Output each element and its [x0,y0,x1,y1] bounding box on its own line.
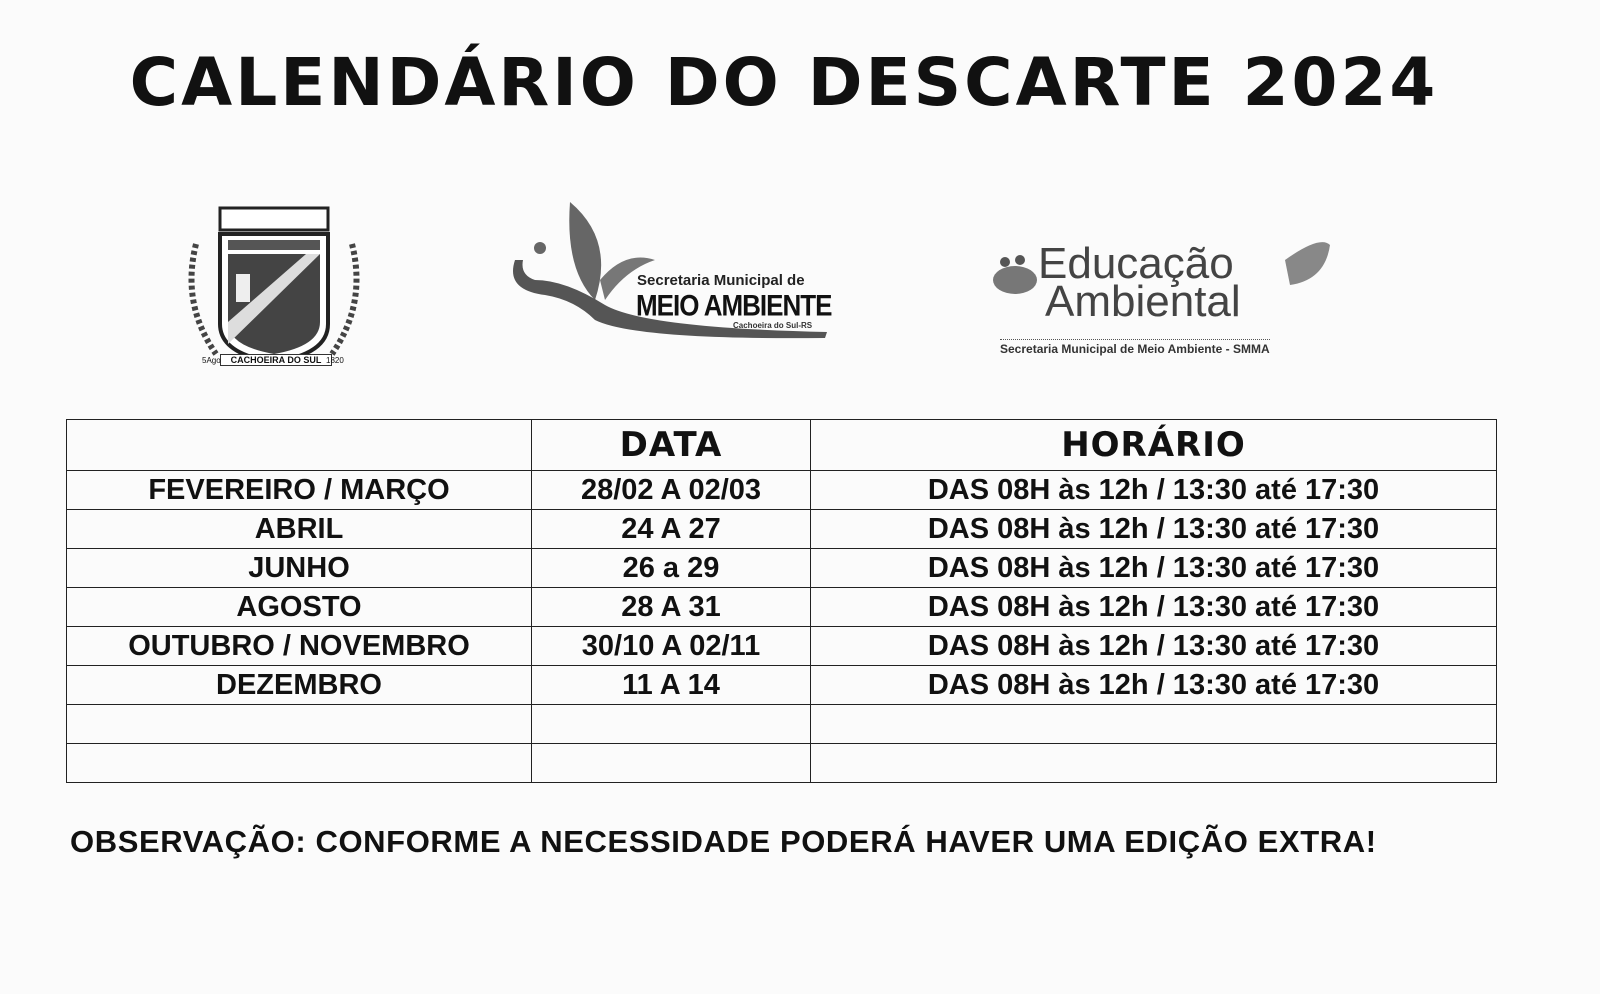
time-cell: DAS 08H às 12h / 13:30 até 17:30 [811,510,1497,549]
month-cell: ABRIL [67,510,532,549]
date-cell: 24 A 27 [532,510,811,549]
month-cell: JUNHO [67,549,532,588]
educacao-line3: Secretaria Municipal de Meio Ambiente - SMMA [1000,339,1270,356]
table-header-row [67,420,1497,471]
month-cell: AGOSTO [67,588,532,627]
date-cell [532,744,811,783]
secretaria-meio-ambiente-logo [505,200,835,345]
secretaria-line3: Cachoeira do Sul-RS [733,321,813,330]
crest-band-text: CACHOEIRA DO SUL [220,354,332,366]
month-cell: OUTUBRO / NOVEMBRO [67,627,532,666]
city-coat-of-arms-logo [176,204,372,376]
date-cell [532,705,811,744]
table-row [67,549,1497,588]
table-row [67,627,1497,666]
date-cell: 26 a 29 [532,549,811,588]
page-title: CALENDÁRIO DO DESCARTE 2024 [129,44,1439,121]
header-date: DATA [532,420,811,471]
month-cell: DEZEMBRO [67,666,532,705]
time-cell [811,705,1497,744]
date-cell: 28/02 A 02/03 [532,471,811,510]
table-row [67,744,1497,783]
secretaria-line1: Secretaria Municipal de [637,272,805,289]
header-month [67,420,532,471]
month-cell [67,744,532,783]
header-time: HORÁRIO [811,420,1497,471]
time-cell: DAS 08H às 12h / 13:30 até 17:30 [811,471,1497,510]
time-cell [811,744,1497,783]
time-cell: DAS 08H às 12h / 13:30 até 17:30 [811,666,1497,705]
date-cell: 11 A 14 [532,666,811,705]
date-cell: 28 A 31 [532,588,811,627]
crest-right-ribbon: 1820 [326,356,344,365]
educacao-ambiental-logo [990,240,1335,360]
table-row [67,510,1497,549]
time-cell: DAS 08H às 12h / 13:30 até 17:30 [811,549,1497,588]
secretaria-line2: MEIO AMBIENTE [636,287,832,323]
table-row [67,588,1497,627]
time-cell: DAS 08H às 12h / 13:30 até 17:30 [811,588,1497,627]
month-cell [67,705,532,744]
time-cell: DAS 08H às 12h / 13:30 até 17:30 [811,627,1497,666]
month-cell: FEVEREIRO / MARÇO [67,471,532,510]
schedule-table [66,419,1497,783]
crest-left-ribbon: 5Ago [202,356,221,365]
educacao-line1: Educação [1038,239,1234,288]
date-cell: 30/10 A 02/11 [532,627,811,666]
table-row [67,705,1497,744]
educacao-line2: Ambiental [1045,277,1241,326]
observation-note: OBSERVAÇÃO: CONFORME A NECESSIDADE PODERÁ HAVER UMA EDIÇÃO EXTRA! [70,824,1377,859]
table-row [67,666,1497,705]
table-row [67,471,1497,510]
